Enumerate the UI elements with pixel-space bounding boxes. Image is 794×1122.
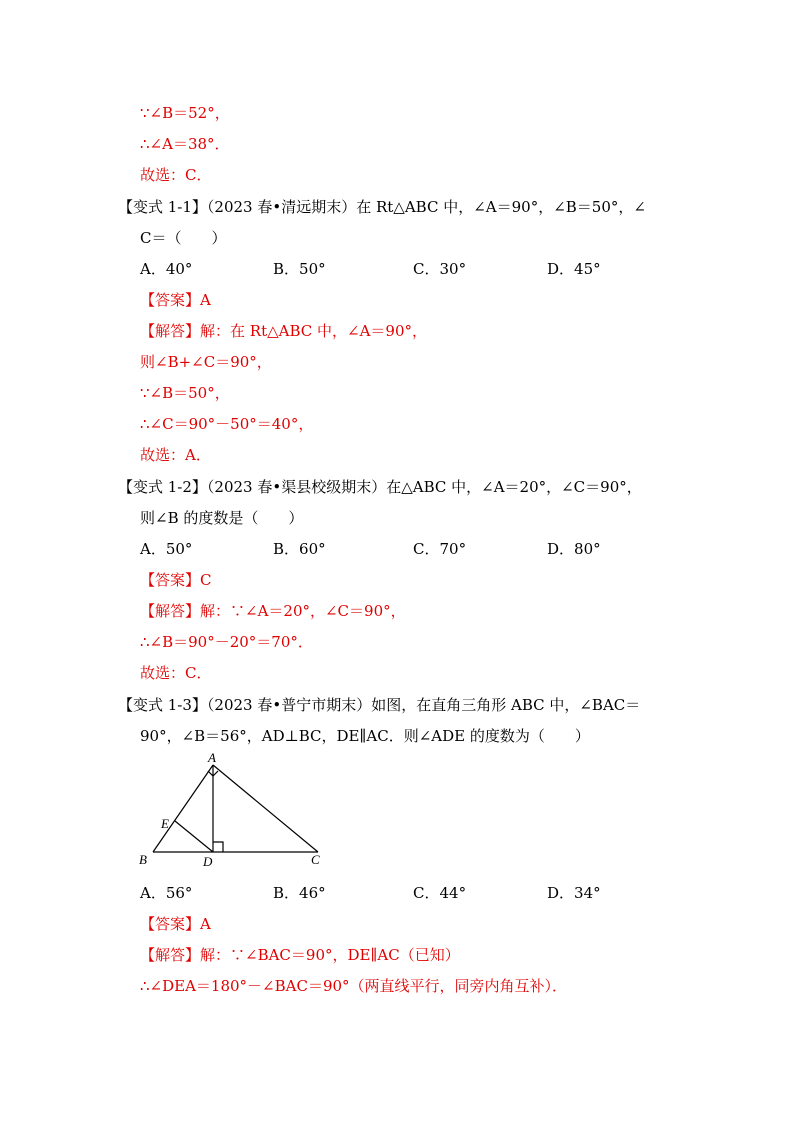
solution-line: 【解答】解：∵∠BAC＝90°，DE∥AC（已知）: [140, 946, 460, 964]
right-angle-mark-d: [213, 842, 223, 852]
solution-line: ∴∠A＝38°．: [140, 135, 230, 153]
vertex-label-a: A: [208, 752, 216, 765]
answer-label: 【答案】C: [140, 571, 212, 589]
option-c: C．30°: [413, 260, 467, 278]
solution-line: ∵∠B＝52°，: [140, 104, 230, 122]
option-b: B．46°: [273, 884, 326, 902]
question-1-1-stem-cont: C＝（ ）: [140, 229, 227, 247]
triangle-figure: [130, 752, 340, 872]
option-c: C．44°: [413, 884, 467, 902]
solution-line: ∵∠B＝50°，: [140, 384, 230, 402]
question-1-3-stem: 【变式 1-3】（2023 春•普宁市期末）如图，在直角三角形 ABC 中，∠BAC＝: [118, 696, 641, 714]
question-1-3-stem-cont: 90°，∠B＝56°，AD⊥BC，DE∥AC．则∠ADE 的度数为（ ）: [140, 727, 590, 745]
solution-line: ∴∠C＝90°－50°＝40°，: [140, 415, 314, 433]
option-b: B．50°: [273, 260, 326, 278]
question-1-2-stem-cont: 则∠B 的度数是（ ）: [140, 509, 304, 527]
solution-line: 故选：C．: [140, 166, 212, 184]
answer-label: 【答案】A: [140, 915, 211, 933]
vertex-label-e: E: [161, 816, 169, 831]
segment-de: [175, 821, 213, 852]
vertex-label-d: D: [203, 854, 213, 869]
option-d: D．80°: [547, 540, 601, 558]
answer-label: 【答案】A: [140, 291, 211, 309]
vertex-label-c: C: [311, 852, 320, 867]
option-c: C．70°: [413, 540, 467, 558]
question-1-1-stem: 【变式 1-1】（2023 春•清远期末）在 Rt△ABC 中，∠A＝90°，∠B＝50°，∠: [118, 198, 646, 216]
option-a: A．50°: [140, 540, 193, 558]
segment-ac: [213, 765, 318, 852]
vertex-label-b: B: [139, 852, 147, 867]
solution-line: 故选：A．: [140, 446, 211, 464]
solution-line: ∴∠DEA＝180°－∠BAC＝90°（两直线平行，同旁内角互补）．: [140, 977, 568, 995]
solution-line: 【解答】解：在 Rt△ABC 中，∠A＝90°，: [140, 322, 427, 340]
solution-line: 【解答】解：∵∠A＝20°，∠C＝90°，: [140, 602, 406, 620]
option-b: B．60°: [273, 540, 326, 558]
solution-line: 故选：C．: [140, 664, 212, 682]
segment-ab: [153, 765, 213, 852]
option-a: A．40°: [140, 260, 193, 278]
option-d: D．34°: [547, 884, 601, 902]
option-d: D．45°: [547, 260, 601, 278]
solution-line: 则∠B+∠C＝90°，: [140, 353, 272, 371]
solution-line: ∴∠B＝90°－20°＝70°．: [140, 633, 313, 651]
option-a: A．56°: [140, 884, 193, 902]
question-1-2-stem: 【变式 1-2】（2023 春•渠县校级期末）在△ABC 中，∠A＝20°，∠C＝90°，: [118, 478, 642, 496]
